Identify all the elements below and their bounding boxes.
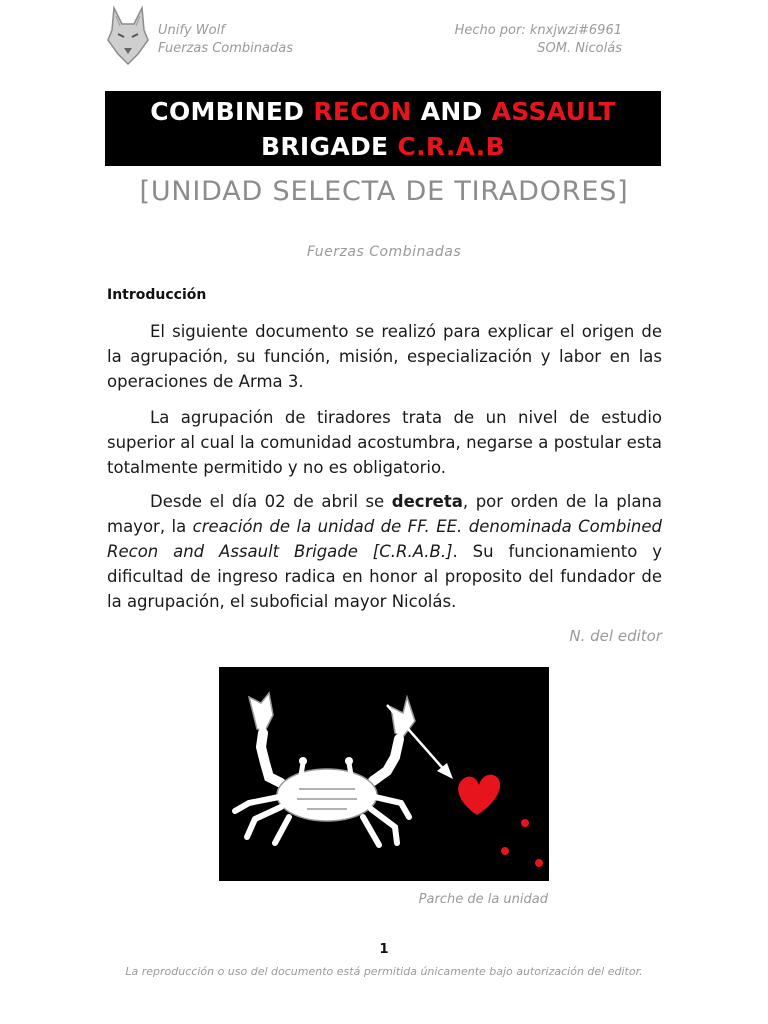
title-word-accent: C.R.A.B: [397, 132, 505, 161]
title-word: COMBINED: [150, 97, 305, 126]
paragraph-bold: decreta: [391, 492, 463, 511]
header-right: [455, 22, 622, 58]
paragraph: [107, 405, 662, 480]
page-header: [0, 0, 768, 72]
paragraph-text: La agrupación de tiradores trata de un nivel de estudio superior al cual la comunidad acostumbra, negarse a postular esta totalmente permitido y no es obligatorio.: [107, 408, 662, 477]
title-word-accent: RECON: [313, 97, 412, 126]
unit-patch-image: [219, 667, 549, 881]
title-line-2: [105, 129, 661, 164]
title-word: BRIGADE: [261, 132, 389, 161]
paragraph: [107, 489, 662, 614]
paragraph-text: El siguiente documento se realizó para explicar el origen de la agrupación, su función, misión, especialización y labor en las operaciones de Arma 3.: [107, 322, 662, 391]
paragraph-text: . Su funcionamiento y dificultad de ingreso radica en honor al proposito del fundador de la agrupación, el suboficial mayor Nicolás.: [107, 542, 662, 611]
header-left: [158, 22, 293, 58]
paragraph-italic: creación de la unidad de FF. EE. denominada Combined Recon and Assault Brigade [C.R.A.B.]: [107, 517, 662, 561]
title-word: AND: [420, 97, 483, 126]
header-org-sub: Fuerzas Combinadas: [158, 41, 293, 56]
editor-note: N. del editor: [569, 627, 662, 645]
header-org-name: Unify Wolf: [158, 23, 225, 38]
wolf-head-icon: [104, 4, 152, 68]
image-caption: Parche de la unidad: [418, 892, 548, 907]
title-word-accent: ASSAULT: [491, 97, 616, 126]
section-heading: Introducción: [107, 287, 207, 303]
header-rank: SOM. Nicolás: [537, 41, 622, 56]
document-subtitle: [UNIDAD SELECTA DE TIRADORES]: [139, 176, 629, 207]
organization-name: Fuerzas Combinadas: [306, 244, 462, 260]
header-author: Hecho por: knxjwzi#6961: [454, 23, 622, 38]
footer-note: La reproducción o uso del documento está permitida únicamente bajo autorización del editor.: [125, 965, 643, 978]
page-number: 1: [379, 942, 389, 957]
paragraph: [107, 319, 662, 394]
paragraph-text: Desde el día 02 de abril se: [150, 492, 392, 511]
document-title: [105, 91, 661, 166]
paragraph-text: , por orden de la plana mayor, la: [107, 492, 662, 536]
crab-patch-icon: [219, 667, 549, 881]
title-line-1: [105, 94, 661, 129]
